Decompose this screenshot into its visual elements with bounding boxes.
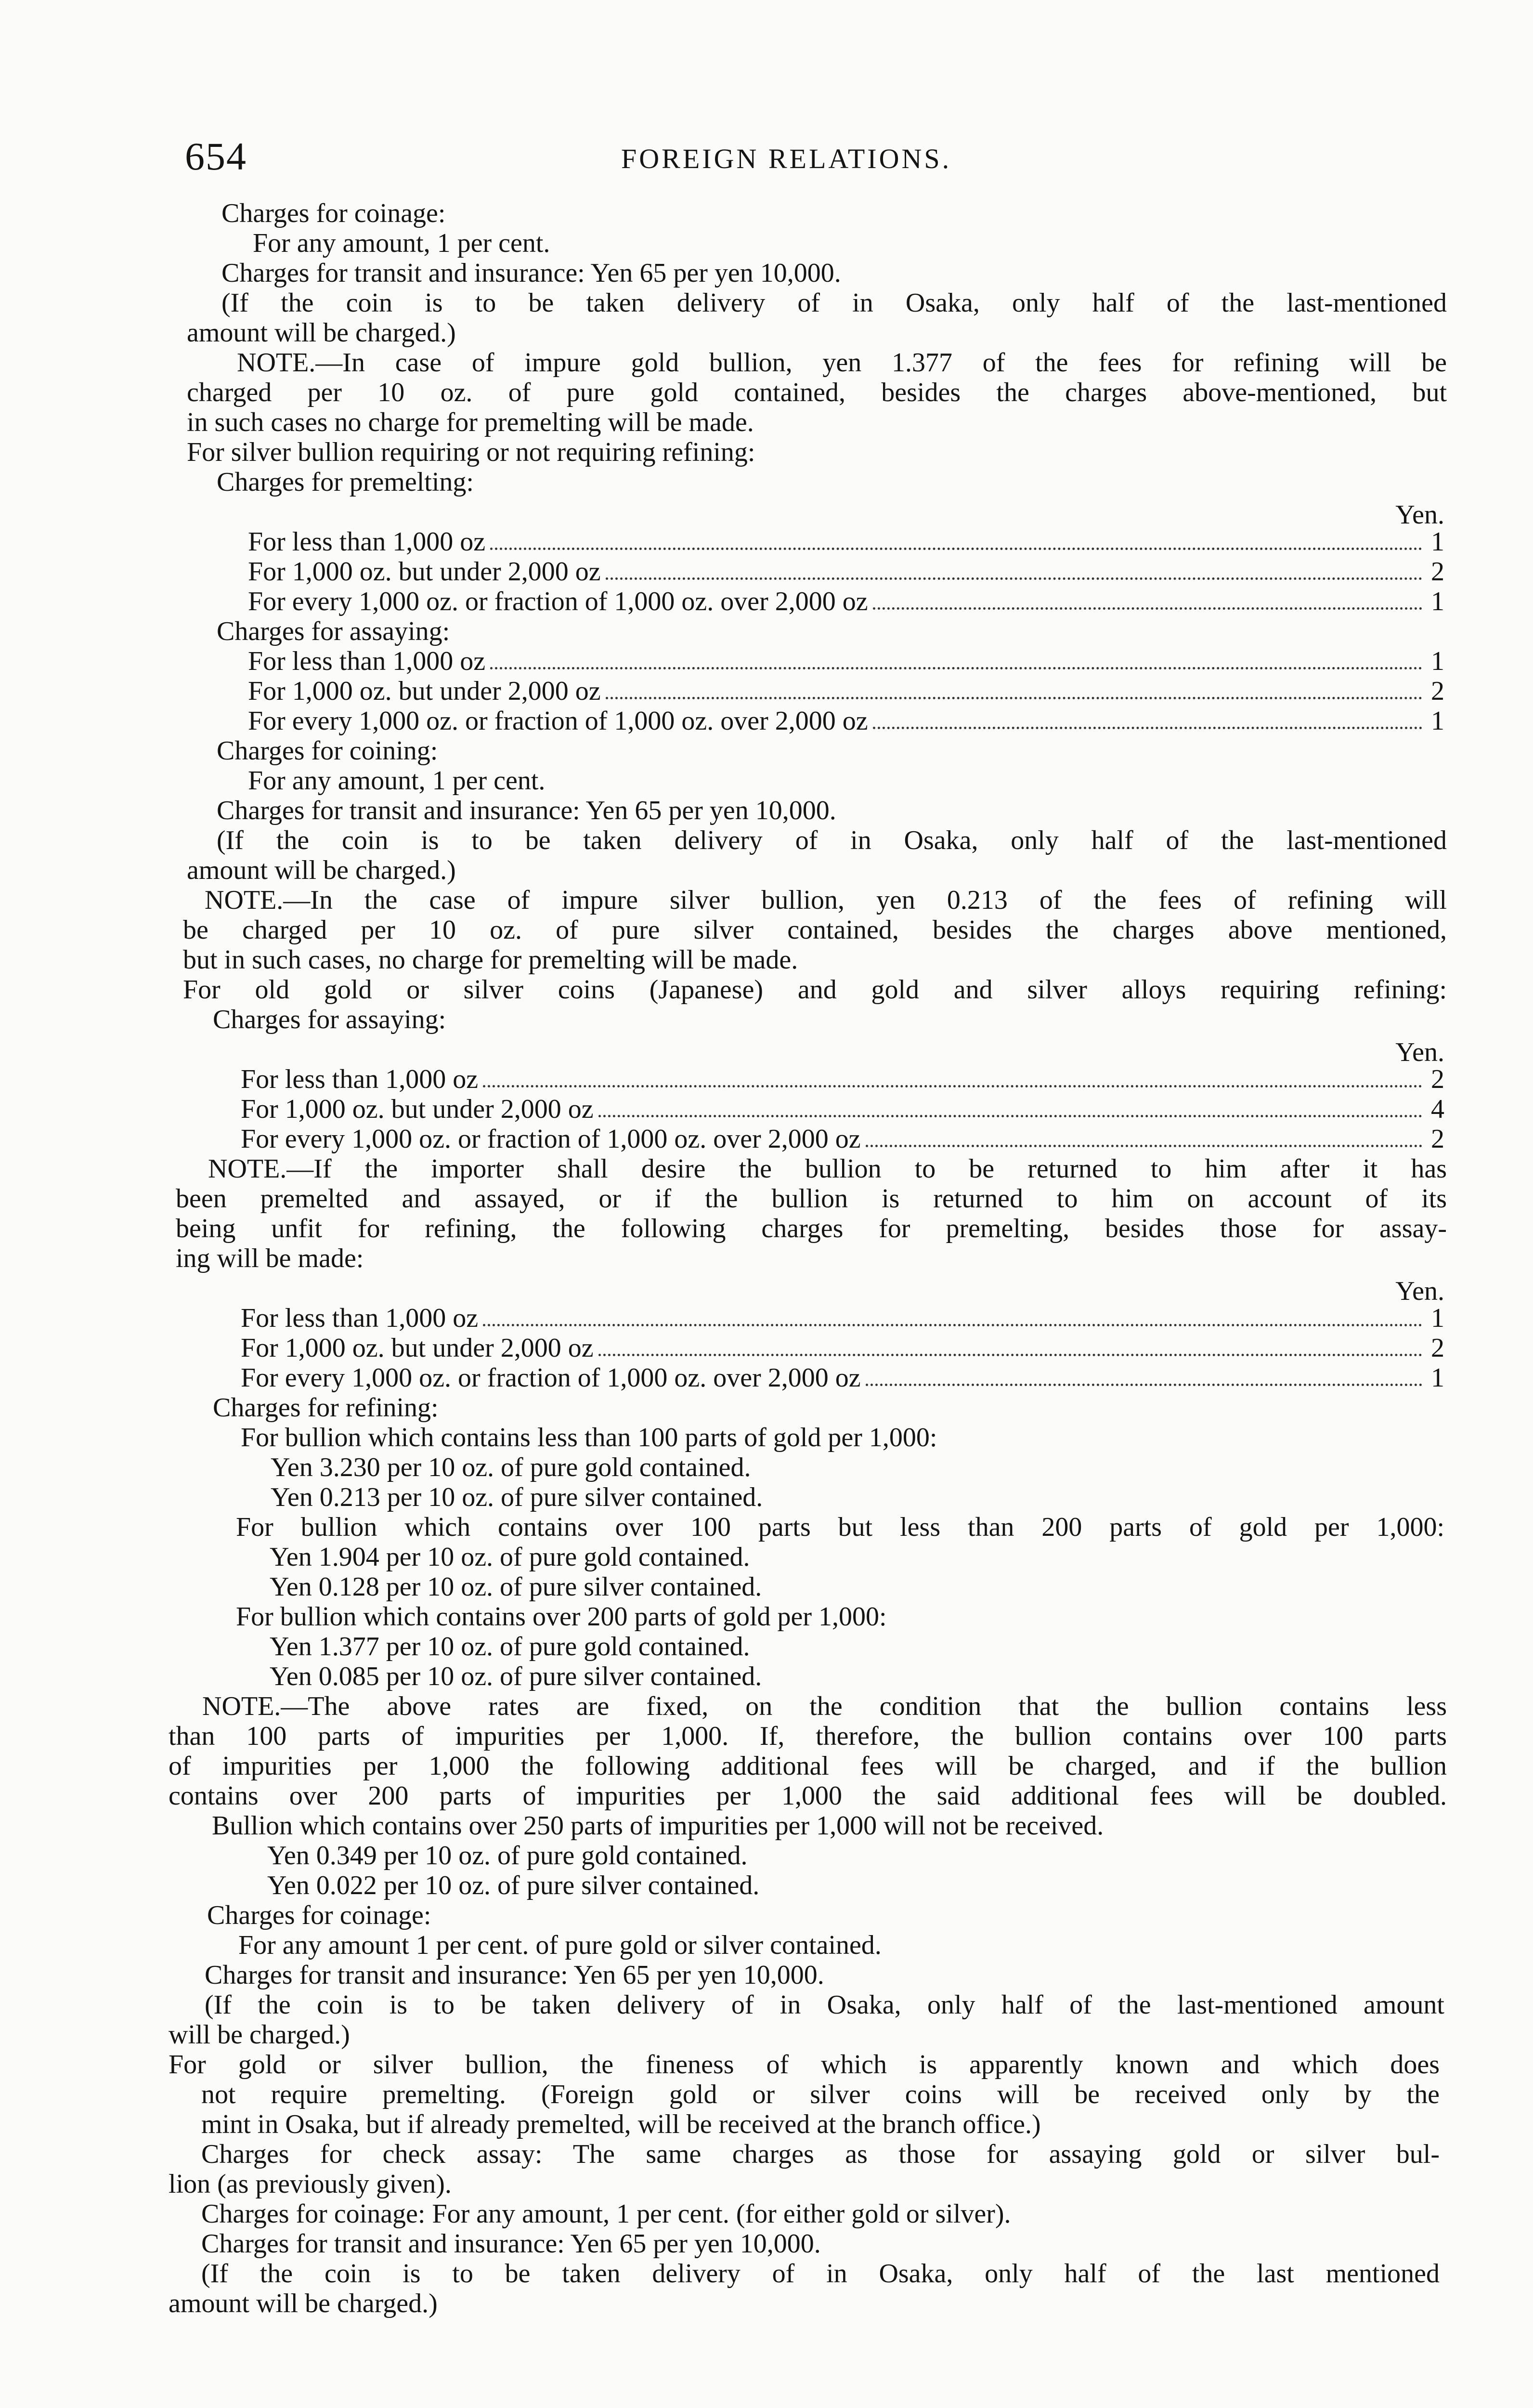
text-line: Yen 1.904 per 10 oz. of pure gold contained. — [270, 1542, 750, 1572]
text-line: For any amount, 1 per cent. — [248, 766, 546, 796]
column-heading-yen: Yen. — [1395, 1276, 1444, 1306]
fee-row-label: For every 1,000 oz. or fraction of 1,000 oz. over 2,000 oz — [248, 587, 868, 616]
column-heading-yen: Yen. — [1395, 500, 1444, 530]
text-line: NOTE.—The above rates are fixed, on the condition that the bullion contains less — [202, 1691, 1447, 1721]
text-line: Charges for coinage: — [207, 1900, 431, 1930]
text-line: (If the coin is to be taken delivery of in Osaka, only half of the last mentioned — [201, 2259, 1440, 2289]
fee-row-label: For every 1,000 oz. or fraction of 1,000 oz. over 2,000 oz — [241, 1363, 861, 1393]
text-line: contains over 200 parts of impurities per 1,000 the said additional fees will be doubled. — [169, 1781, 1447, 1811]
text-line: but in such cases, no charge for premelting will be made. — [183, 945, 798, 975]
fee-row-value: 1 — [1431, 527, 1444, 557]
text-line: NOTE.—In the case of impure silver bullion, yen 0.213 of the fees of refining will — [205, 885, 1447, 915]
page-header — [0, 134, 1533, 177]
text-line: Charges for transit and insurance: Yen 65 per yen 10,000. — [217, 796, 836, 825]
fee-table-row — [241, 1302, 1444, 1334]
fee-row-label: For less than 1,000 oz — [241, 1303, 479, 1333]
text-line: Charges for assaying: — [213, 1005, 446, 1034]
text-line: (If the coin is to be taken delivery of in Osaka, only half of the last-mentioned — [217, 825, 1447, 855]
text-line: Charges for assaying: — [217, 616, 450, 646]
text-line: Charges for transit and insurance: Yen 65 per yen 10,000. — [201, 2229, 821, 2259]
fee-row-value: 2 — [1431, 1064, 1444, 1094]
fee-row-label: For 1,000 oz. but under 2,000 oz — [248, 557, 601, 587]
page-number: 654 — [185, 134, 247, 178]
running-head: FOREIGN RELATIONS. — [621, 143, 952, 174]
text-line: For bullion which contains over 200 parts of gold per 1,000: — [236, 1602, 887, 1632]
dot-leader — [606, 697, 1422, 699]
text-line: Yen 0.085 per 10 oz. of pure silver contained. — [270, 1662, 762, 1691]
fee-row-value: 2 — [1431, 676, 1444, 706]
text-line: Charges for check assay: The same charges as those for assaying gold or silver bul- — [201, 2139, 1440, 2169]
text-line: in such cases no charge for premelting will be made. — [187, 407, 754, 437]
fee-row-value: 2 — [1431, 557, 1444, 587]
fee-row-value: 2 — [1431, 1333, 1444, 1363]
fee-table-row — [241, 1093, 1444, 1125]
text-line: For silver bullion requiring or not requiring refining: — [187, 437, 755, 467]
text-line: For bullion which contains less than 100 parts of gold per 1,000: — [241, 1423, 937, 1453]
text-line: amount will be charged.) — [169, 2289, 438, 2318]
text-line: of impurities per 1,000 the following additional fees will be charged, and if the bullion — [169, 1751, 1447, 1781]
fee-row-label: For less than 1,000 oz — [241, 1064, 479, 1094]
fee-table-row — [248, 526, 1444, 558]
text-line: Charges for coinage: — [221, 198, 446, 228]
fee-table-row — [248, 675, 1444, 707]
fee-row-value: 4 — [1431, 1094, 1444, 1124]
text-line: Yen 0.213 per 10 oz. of pure silver contained. — [271, 1482, 763, 1512]
dot-leader — [873, 607, 1422, 610]
fee-row-label: For every 1,000 oz. or fraction of 1,000 oz. over 2,000 oz — [241, 1124, 861, 1154]
text-line: For bullion which contains over 100 parts but less than 200 parts of gold per 1,000: — [236, 1512, 1444, 1542]
text-line: than 100 parts of impurities per 1,000. If, therefore, the bullion contains over 100 parts — [169, 1721, 1447, 1751]
dot-leader — [873, 727, 1422, 729]
dot-leader — [598, 1115, 1422, 1117]
text-line: Yen 3.230 per 10 oz. of pure gold contained. — [271, 1453, 751, 1482]
text-line: NOTE.—If the importer shall desire the bullion to be returned to him after it has — [208, 1154, 1447, 1184]
fee-row-value: 1 — [1431, 587, 1444, 616]
text-line: charged per 10 oz. of pure gold contained, besides the charges above-mentioned, but — [187, 378, 1447, 407]
dot-leader — [606, 577, 1422, 580]
text-line: Bullion which contains over 250 parts of impurities per 1,000 will not be received. — [212, 1811, 1104, 1841]
text-line: Yen 0.022 per 10 oz. of pure silver contained. — [267, 1871, 760, 1900]
text-line: amount will be charged.) — [187, 318, 456, 348]
text-line: mint in Osaka, but if already premelted, will be received at the branch office.) — [201, 2109, 1041, 2139]
fee-row-value: 2 — [1431, 1124, 1444, 1154]
fee-row-label: For every 1,000 oz. or fraction of 1,000 oz. over 2,000 oz — [248, 706, 868, 736]
dot-leader — [866, 1384, 1422, 1386]
fee-table-row — [241, 1362, 1444, 1394]
fee-table-row — [248, 705, 1444, 737]
fee-table-row — [241, 1063, 1444, 1095]
text-line: (If the coin is to be taken delivery of in Osaka, only half of the last-mentioned — [221, 288, 1447, 318]
text-line: For any amount 1 per cent. of pure gold or silver contained. — [238, 1930, 882, 1960]
fee-row-value: 1 — [1431, 646, 1444, 676]
fee-row-label: For 1,000 oz. but under 2,000 oz — [241, 1333, 594, 1363]
fee-row-label: For less than 1,000 oz — [248, 646, 486, 676]
dot-leader — [483, 1324, 1422, 1326]
dot-leader — [490, 667, 1422, 669]
fee-table-row — [248, 556, 1444, 588]
fee-row-label: For 1,000 oz. but under 2,000 oz — [241, 1094, 594, 1124]
text-line: Charges for premelting: — [217, 467, 474, 497]
text-line: Yen 0.349 per 10 oz. of pure gold contained. — [267, 1841, 748, 1871]
text-line: ing will be made: — [176, 1243, 364, 1273]
text-line: For any amount, 1 per cent. — [253, 228, 550, 258]
text-line: be charged per 10 oz. of pure silver contained, besides the charges above mentioned, — [183, 915, 1447, 945]
fee-table-row — [241, 1332, 1444, 1364]
text-line: Charges for coinage: For any amount, 1 per cent. (for either gold or silver). — [201, 2199, 1011, 2229]
dot-leader — [483, 1085, 1422, 1087]
dot-leader — [866, 1145, 1422, 1147]
text-line: will be charged.) — [169, 2020, 350, 2050]
text-line: not require premelting. (Foreign gold or silver coins will be received only by the — [201, 2080, 1440, 2109]
fee-row-value: 1 — [1431, 706, 1444, 736]
fee-table-row — [241, 1123, 1444, 1155]
text-line: Yen 1.377 per 10 oz. of pure gold contained. — [270, 1632, 750, 1662]
text-line: amount will be charged.) — [187, 855, 456, 885]
text-line: Charges for refining: — [213, 1393, 439, 1423]
text-line: For gold or silver bullion, the fineness of which is apparently known and which does — [169, 2050, 1440, 2080]
fee-row-value: 1 — [1431, 1363, 1444, 1393]
column-heading-yen: Yen. — [1395, 1037, 1444, 1067]
fee-row-label: For less than 1,000 oz — [248, 527, 486, 557]
text-line: NOTE.—In case of impure gold bullion, yen 1.377 of the fees for refining will be — [237, 348, 1447, 378]
text-line: being unfit for refining, the following charges for premelting, besides those for assay- — [176, 1214, 1447, 1243]
text-line: lion (as previously given). — [169, 2169, 452, 2199]
text-line: Charges for transit and insurance: Yen 65 per yen 10,000. — [221, 258, 841, 288]
fee-table-row — [248, 645, 1444, 677]
fee-row-label: For 1,000 oz. but under 2,000 oz — [248, 676, 601, 706]
fee-row-value: 1 — [1431, 1303, 1444, 1333]
text-line: been premelted and assayed, or if the bullion is returned to him on account of its — [176, 1184, 1447, 1214]
dot-leader — [490, 548, 1422, 550]
text-line: (If the coin is to be taken delivery of in Osaka, only half of the last-mentioned amount — [205, 1990, 1444, 2020]
text-line: Yen 0.128 per 10 oz. of pure silver contained. — [270, 1572, 762, 1602]
text-line: For old gold or silver coins (Japanese) and gold and silver alloys requiring refining: — [183, 975, 1447, 1005]
dot-leader — [598, 1354, 1422, 1356]
fee-table-row — [248, 586, 1444, 617]
text-line: Charges for transit and insurance: Yen 65 per yen 10,000. — [205, 1960, 824, 1990]
text-line: Charges for coining: — [217, 736, 438, 766]
